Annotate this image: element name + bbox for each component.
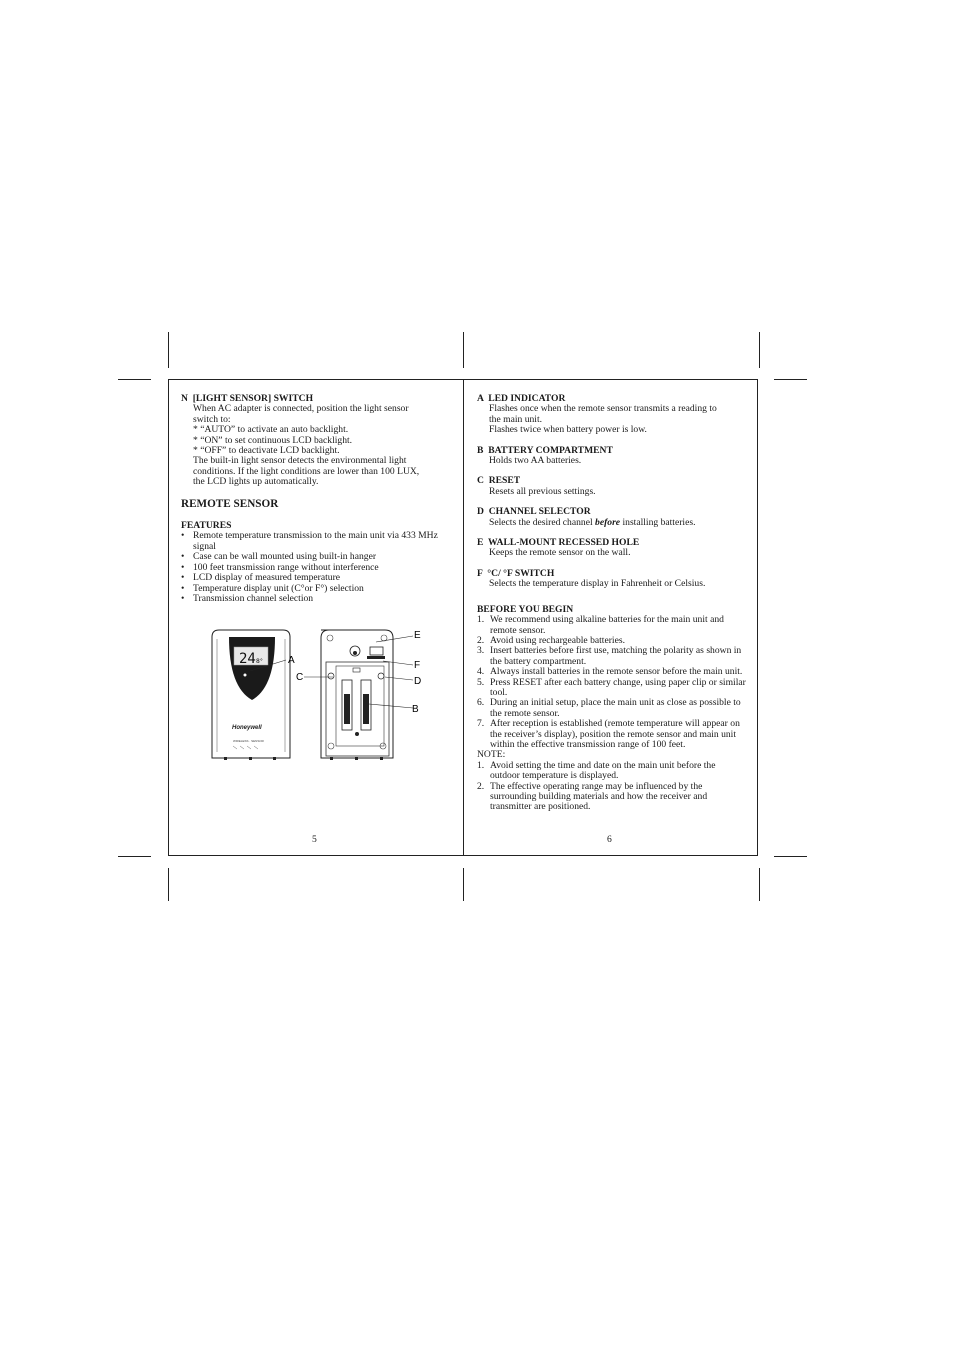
features-heading: FEATURES: [181, 520, 232, 532]
crop-mark: [463, 332, 464, 368]
list-item: • Transmission channel selection: [181, 594, 446, 604]
step-text: Always install batteries in the remote sensor before the main unit.: [490, 666, 743, 678]
entry-heading: A LED INDICATOR: [477, 393, 566, 404]
crop-mark: [118, 379, 151, 380]
light-sensor-switch-heading: N [LIGHT SENSOR] SWITCH: [181, 393, 314, 404]
step-number: 5.: [477, 676, 485, 688]
body-line: [477, 518, 747, 528]
list-item: • Remote temperature transmission to the main unit via 433 MHz signal: [181, 531, 446, 552]
step-number: 1.: [477, 614, 485, 626]
left-page-column: [181, 394, 446, 604]
page-number-right: 6: [607, 834, 612, 845]
body-line: Keeps the remote sensor on the wall.: [489, 547, 631, 559]
sensor-front-view: [212, 630, 290, 760]
note-label: NOTE:: [477, 749, 506, 761]
list-item: • LCD display of measured temperature: [181, 573, 446, 583]
crop-mark: [774, 856, 807, 857]
sensor-back-view: [321, 630, 393, 760]
entry-heading: B BATTERY COMPARTMENT: [477, 444, 613, 456]
crop-mark: [774, 379, 807, 380]
entry-heading: E WALL-MOUNT RECESSED HOLE: [477, 537, 640, 549]
body-line: Holds two AA batteries.: [489, 455, 582, 467]
page-divider: [463, 379, 464, 856]
body-line: Flashes twice when battery power is low.: [489, 424, 647, 436]
body-text: Selects the desired channel: [489, 516, 596, 528]
body-line: Resets all previous settings.: [489, 485, 596, 497]
page-number-left: 5: [312, 834, 317, 845]
crop-mark: [168, 332, 169, 368]
callout-b: B: [412, 704, 419, 715]
body-line: Selects the temperature display in Fahrenheit or Celsius.: [489, 578, 706, 590]
body-line: conditions. If the light conditions are lower than 100 LUX,: [193, 465, 420, 477]
step-text: Press RESET after each battery change, using paper clip or similar tool.: [490, 676, 746, 698]
step-number: 2.: [477, 780, 485, 792]
entry-heading: D CHANNEL SELECTOR: [477, 506, 591, 518]
remote-sensor-diagram: [205, 624, 435, 766]
crop-mark: [463, 868, 464, 901]
list-item: [477, 782, 747, 813]
step-text: After reception is established (remote temperature will appear on the receiver’s display), position the remote sensor and main unit within the effective transmission range of 100 feet.: [490, 718, 740, 750]
list-item: [477, 719, 747, 750]
channel-selector-entry: [477, 507, 747, 528]
entry-heading: F °C/ °F SWITCH: [477, 567, 555, 579]
crop-mark: [168, 868, 169, 901]
led-indicator-icon: [244, 674, 247, 677]
light-sensor-switch-body: [181, 404, 446, 487]
crop-mark: [759, 868, 760, 901]
temperature-switch-entry: [477, 569, 747, 590]
step-number: 6.: [477, 697, 485, 709]
list-item: • 100 feet transmission range without interference: [181, 563, 446, 573]
step-text: During an initial setup, place the main unit as close as possible to the remote sensor.: [490, 697, 741, 719]
step-number: 3.: [477, 645, 485, 657]
reset-button-icon[interactable]: [328, 673, 334, 679]
body-line: * “OFF” to deactivate LCD backlight.: [193, 445, 340, 457]
body-line: * “AUTO” to activate an auto backlight.: [193, 424, 349, 436]
list-item: [477, 761, 747, 782]
wall-mount-entry: [477, 538, 747, 559]
step-text: Avoid using rechargeable batteries.: [490, 634, 625, 646]
features-list: [181, 531, 446, 604]
callout-e: E: [414, 630, 421, 641]
emphasis-text: before: [595, 516, 621, 528]
body-line: Flashes once when the remote sensor transmits a reading to: [489, 403, 717, 415]
callout-f: F: [414, 660, 421, 671]
list-item: [477, 678, 747, 699]
note-list: [477, 761, 747, 813]
before-you-begin-list: [477, 615, 747, 750]
step-text: Insert batteries before first use, matching the polarity as shown in the battery compartment.: [490, 645, 742, 667]
step-text: The effective operating range may be influenced by the surrounding building materials and how the receiver and transmitter are positioned.: [490, 780, 708, 813]
callout-d: D: [414, 676, 422, 687]
led-indicator-entry: [477, 394, 747, 436]
step-number: 4.: [477, 666, 485, 678]
lcd-reading: 24: [239, 651, 256, 667]
lcd-unit: 8°: [256, 658, 263, 665]
reset-entry: [477, 476, 747, 497]
battery-compartment-entry: [477, 446, 747, 467]
body-line: switch to:: [193, 413, 231, 425]
step-text: Avoid setting the time and date on the main unit before the outdoor temperature is displayed.: [490, 759, 716, 782]
list-item: [477, 646, 747, 667]
before-you-begin-heading: BEFORE YOU BEGIN: [477, 603, 574, 615]
step-number: 7.: [477, 718, 485, 730]
front-caption: WIRELESS · SENSOR: [233, 739, 264, 743]
remote-sensor-title: REMOTE SENSOR: [181, 497, 279, 510]
list-item: • Temperature display unit (C°or F°) selection: [181, 584, 446, 594]
crop-mark: [759, 332, 760, 368]
body-text: installing batteries.: [620, 516, 696, 528]
entry-heading: C RESET: [477, 475, 521, 487]
crop-mark: [118, 856, 151, 857]
right-page-column: [477, 394, 747, 813]
step-number: 2.: [477, 634, 485, 646]
brand-logo: Honeywell: [232, 725, 262, 731]
list-item: [477, 698, 747, 719]
body-line: When AC adapter is connected, position the light sensor: [193, 403, 409, 415]
body-line: * “ON” to set continuous LCD backlight.: [193, 434, 353, 446]
list-item: [477, 615, 747, 636]
step-text: We recommend using alkaline batteries for the main unit and remote sensor.: [490, 614, 724, 636]
step-number: 1.: [477, 759, 485, 771]
body-line: The built-in light sensor detects the environmental light: [193, 455, 407, 467]
callout-c: C: [296, 672, 304, 683]
list-item: • Case can be wall mounted using built-in hanger: [181, 552, 446, 562]
body-line: the LCD lights up automatically.: [193, 476, 319, 488]
temperature-unit-switch-icon: [370, 647, 383, 655]
body-line: the main unit.: [489, 413, 543, 425]
callout-a: A: [288, 655, 295, 666]
channel-selector-icon[interactable]: [378, 673, 384, 679]
